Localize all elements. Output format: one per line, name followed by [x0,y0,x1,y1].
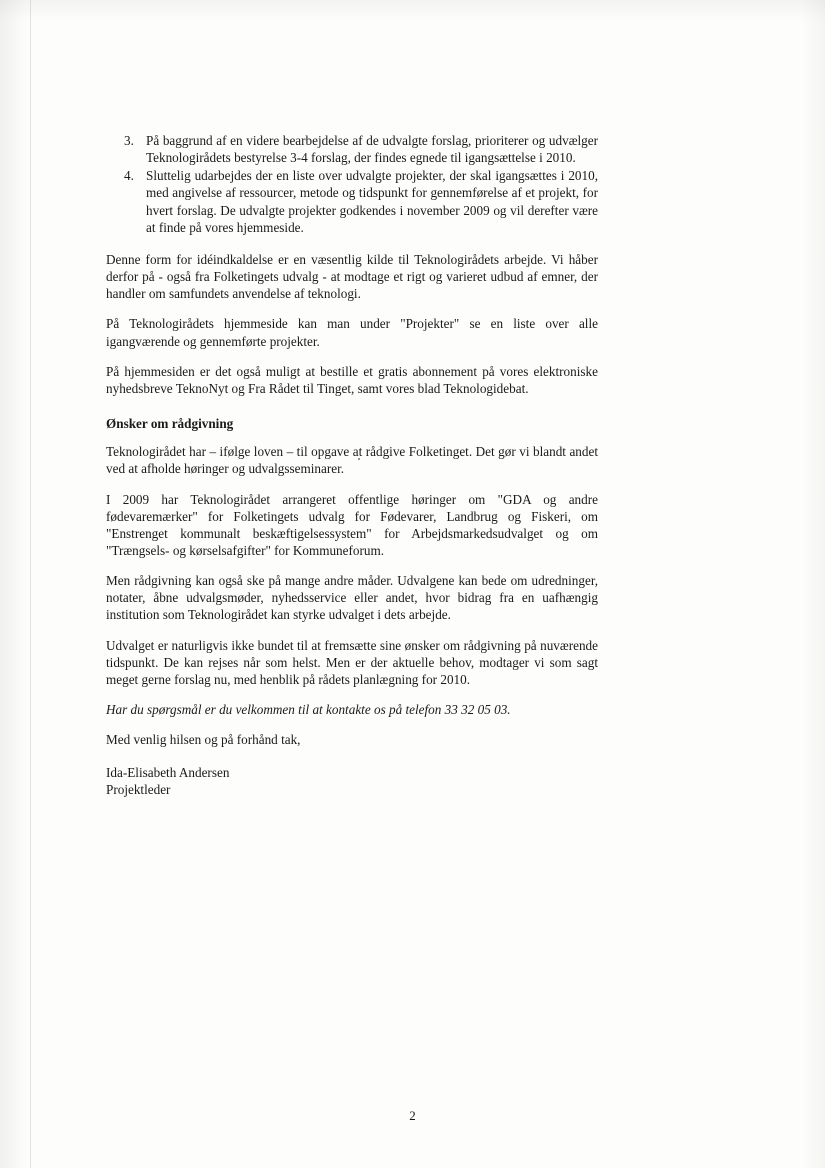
paragraph: Udvalget er naturligvis ikke bundet til at fremsætte sine ønsker om rådgivning på nuværende tidspunkt. De kan rejses når som helst. Men er der aktuelle behov, modtager vi som sagt meget gerne forslag nu, med henblik på rådets planlægning for 2010. [106,637,598,687]
list-item [106,132,598,166]
list-item-number: 3. [124,133,134,148]
numbered-list [106,132,598,236]
paragraph: Denne form for idéindkaldelse er en væsentlig kilde til Teknologirådets arbejde. Vi håber derfor på - også fra Folketingets udvalg - at modtage et rigt og varieret udbud af emner, der handler om samfundets anvendelse af teknologi. [106,251,598,302]
list-item [106,167,598,236]
list-item-number: 4. [124,168,134,184]
paragraph: På Teknologirådets hjemmeside kan man under "Projekter" se en liste over alle igangværende og gennemførte projekter. [106,316,598,349]
signature-name: Ida-Elisabeth Andersen [106,765,230,781]
contact-line: Har du spørgsmål er du velkommen til at kontakte os på telefon 33 32 05 03. [106,702,511,718]
list-item-text: Sluttelig udarbejdes der en liste over udvalgte projekter, der skal igangsættes i 2010, med angivelse af ressourcer, metode og tidspunkt for gennemførelse af et projekt, for hvert forslag. De udvalgte projekter godkendes i november 2009 og vil derefter være at finde på vores hjemmeside. [146,168,598,235]
page-number: 2 [409,1108,416,1123]
paragraph-spacer [106,237,598,251]
paragraph: På hjemmesiden er det også muligt at bestille et gratis abonnement på vores elektroniske nyhedsbreve TeknoNyt og Fra Rådet til Tinget, samt vores blad Teknologidebat. [106,363,598,396]
signature-block [106,765,598,798]
closing-line: Med venlig hilsen og på forhånd tak, [106,732,301,748]
paragraph: Men rådgivning kan også ske på mange andre måder. Udvalgene kan bede om udredninger, notater, åbne udvalgsmøder, nyhedsservice eller andet, hvor bidrag fra en uafhængig institution som Teknologirådet kan styrke udvalget i dets arbejde. [106,573,598,623]
signature-title: Projektleder [106,781,171,797]
section-heading: Ønsker om rådgivning [106,416,234,432]
document-body [106,132,598,798]
paragraph: I 2009 har Teknologirådet arrangeret offentlige høringer om "GDA og andre fødevaremærker" for Folketingets udvalg for Fødevarer, Landbrug og Fiskeri, om "Enstrenget kommunalt beskæftigelsessystem" for Arbejdsmarkedsudvalget og om "Trængsels- og kørselsafgifter" for Kommuneforum. [106,491,598,558]
page-edge-line [30,0,31,1168]
paragraph: Teknologirådet har – ifølge loven – til opgave at rådgive Folketinget. Det gør vi blandt andet ved at afholde høringer og udvalgsseminarer. [106,444,598,477]
list-item-text: På baggrund af en videre bearbejdelse af de udvalgte forslag, prioriterer og udvælger Teknologirådets bestyrelse 3-4 forslag, der findes egnede til igangsættelse i 2010. [146,133,598,166]
